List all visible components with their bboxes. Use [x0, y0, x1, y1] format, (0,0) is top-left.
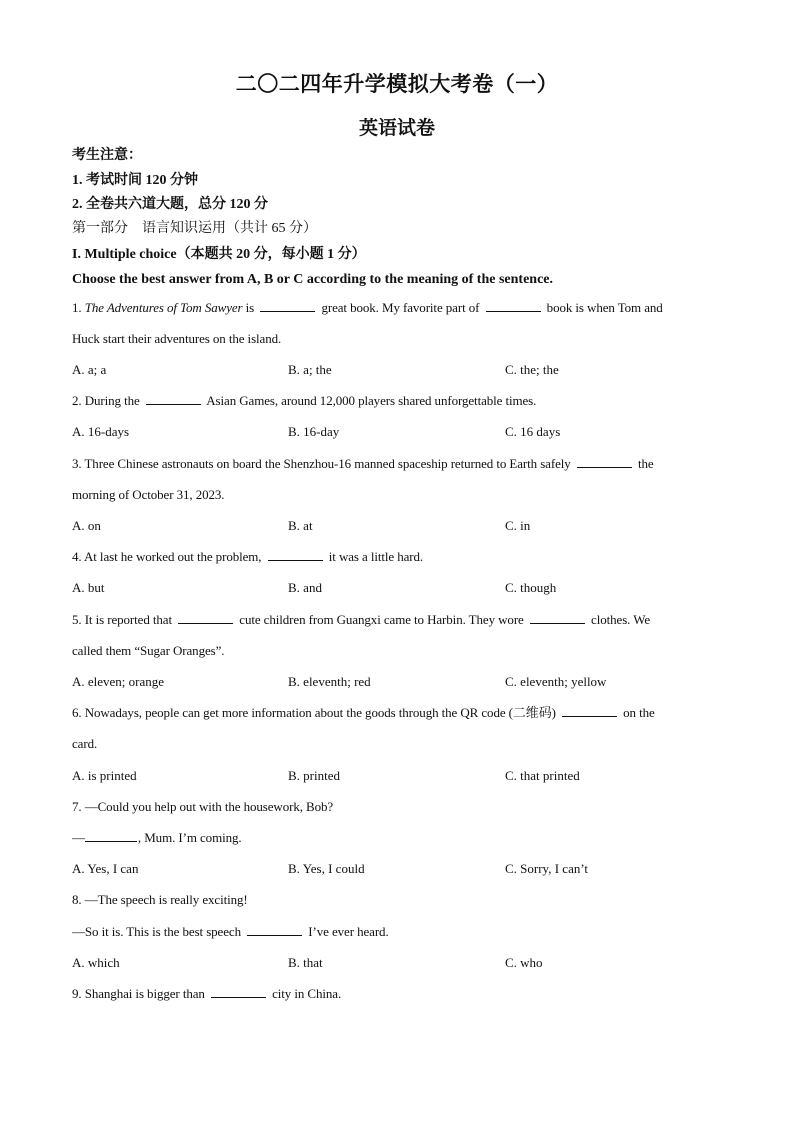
question-text: on the: [623, 705, 655, 720]
question-3-line2: morning of October 31, 2023.: [72, 487, 225, 502]
answer-blank: [85, 830, 137, 842]
q8-option-c[interactable]: C. who: [505, 955, 543, 970]
notice-item-1: 1. 考试时间 120 分钟: [72, 173, 198, 188]
question-8: 8. —The speech is really exciting!: [72, 892, 248, 907]
exam-title: 二〇二四年升学模拟大考卷（一）: [235, 72, 559, 96]
answer-blank: [486, 300, 541, 312]
q6-option-b[interactable]: B. printed: [288, 768, 340, 783]
question-text: city in China.: [272, 986, 342, 1001]
question-text: book is when Tom and: [546, 300, 663, 315]
question-text: —So it is. This is the best speech: [72, 924, 241, 939]
question-4: [72, 549, 423, 565]
notice-item-2: 2. 全卷共六道大题，总分 120 分: [72, 197, 268, 212]
question-6-line2: card.: [72, 736, 98, 751]
q2-option-b[interactable]: B. 16-day: [288, 424, 340, 439]
answer-blank: [530, 612, 585, 624]
question-2: [72, 393, 536, 409]
answer-blank: [146, 393, 201, 405]
q1-option-c[interactable]: C. the; the: [505, 362, 559, 377]
question-text: —: [72, 830, 85, 845]
question-9: [72, 986, 341, 1002]
question-text: 3. Three Chinese astronauts on board the Shenzhou-16 manned spaceship returned to Earth safely: [72, 456, 571, 471]
question-1: [72, 300, 663, 316]
question-text: it was a little hard.: [328, 549, 424, 564]
section-heading: I. Multiple choice（本题共 20 分，每小题 1 分）: [72, 247, 366, 262]
question-5: [72, 612, 650, 628]
question-5-line2: called them “Sugar Oranges”.: [72, 643, 225, 658]
q3-option-b[interactable]: B. at: [288, 518, 313, 533]
question-text: , Mum. I’m coming.: [137, 830, 242, 845]
q5-option-b[interactable]: B. eleventh; red: [288, 674, 371, 689]
question-text: 2. During the: [72, 393, 140, 408]
question-text: 5. It is reported that: [72, 612, 172, 627]
answer-blank: [562, 705, 617, 717]
question-text: 9. Shanghai is bigger than: [72, 986, 205, 1001]
q5-option-a[interactable]: A. eleven; orange: [72, 674, 165, 689]
q3-option-c[interactable]: C. in: [505, 518, 531, 533]
q8-option-a[interactable]: A. which: [72, 955, 120, 970]
q2-option-a[interactable]: A. 16-days: [72, 424, 130, 439]
section-instruction: Choose the best answer from A, B or C according to the meaning of the sentence.: [72, 272, 554, 287]
question-number: 1.: [72, 300, 82, 315]
question-text: I’ve ever heard.: [308, 924, 389, 939]
q6-option-c[interactable]: C. that printed: [505, 768, 580, 783]
answer-blank: [577, 456, 632, 468]
question-text: great book. My favorite part of: [321, 300, 480, 315]
question-text: clothes. We: [591, 612, 651, 627]
question-text: 6. Nowadays, people can get more information about the goods through the QR code (二维码): [72, 705, 556, 720]
answer-blank: [178, 612, 233, 624]
exam-subtitle: 英语试卷: [358, 118, 435, 139]
q6-option-a[interactable]: A. is printed: [72, 768, 137, 783]
q7-option-b[interactable]: B. Yes, I could: [288, 861, 365, 876]
question-text: the: [637, 456, 654, 471]
question-7-line2: [72, 830, 242, 846]
question-text: cute children from Guangxi came to Harbin. They wore: [239, 612, 524, 627]
question-text: 4. At last he worked out the problem,: [72, 549, 262, 564]
book-title: The Adventures of Tom Sawyer: [84, 300, 243, 315]
answer-blank: [268, 549, 323, 561]
answer-blank: [260, 300, 315, 312]
q4-option-c[interactable]: C. though: [505, 580, 557, 595]
q8-option-b[interactable]: B. that: [288, 955, 323, 970]
q1-option-a[interactable]: A. a; a: [72, 362, 107, 377]
notice-heading: 考生注意：: [72, 148, 142, 163]
part-heading: 第一部分 语言知识运用（共计 65 分）: [72, 221, 317, 236]
q2-option-c[interactable]: C. 16 days: [505, 424, 561, 439]
q5-option-c[interactable]: C. eleventh; yellow: [505, 674, 607, 689]
question-6: [72, 705, 655, 721]
q7-option-a[interactable]: A. Yes, I can: [72, 861, 139, 876]
question-7: 7. —Could you help out with the housework, Bob?: [72, 799, 334, 814]
q4-option-b[interactable]: B. and: [288, 580, 322, 595]
q4-option-a[interactable]: A. but: [72, 580, 105, 595]
q3-option-a[interactable]: A. on: [72, 518, 101, 533]
question-3: [72, 456, 654, 472]
question-8-line2: [72, 924, 389, 940]
question-text: Asian Games, around 12,000 players shared unforgettable times.: [206, 393, 537, 408]
q1-option-b[interactable]: B. a; the: [288, 362, 332, 377]
question-1-line2: Huck start their adventures on the island.: [72, 331, 282, 346]
answer-blank: [211, 986, 266, 998]
answer-blank: [247, 924, 302, 936]
question-text: is: [245, 300, 255, 315]
q7-option-c[interactable]: C. Sorry, I can’t: [505, 861, 589, 876]
